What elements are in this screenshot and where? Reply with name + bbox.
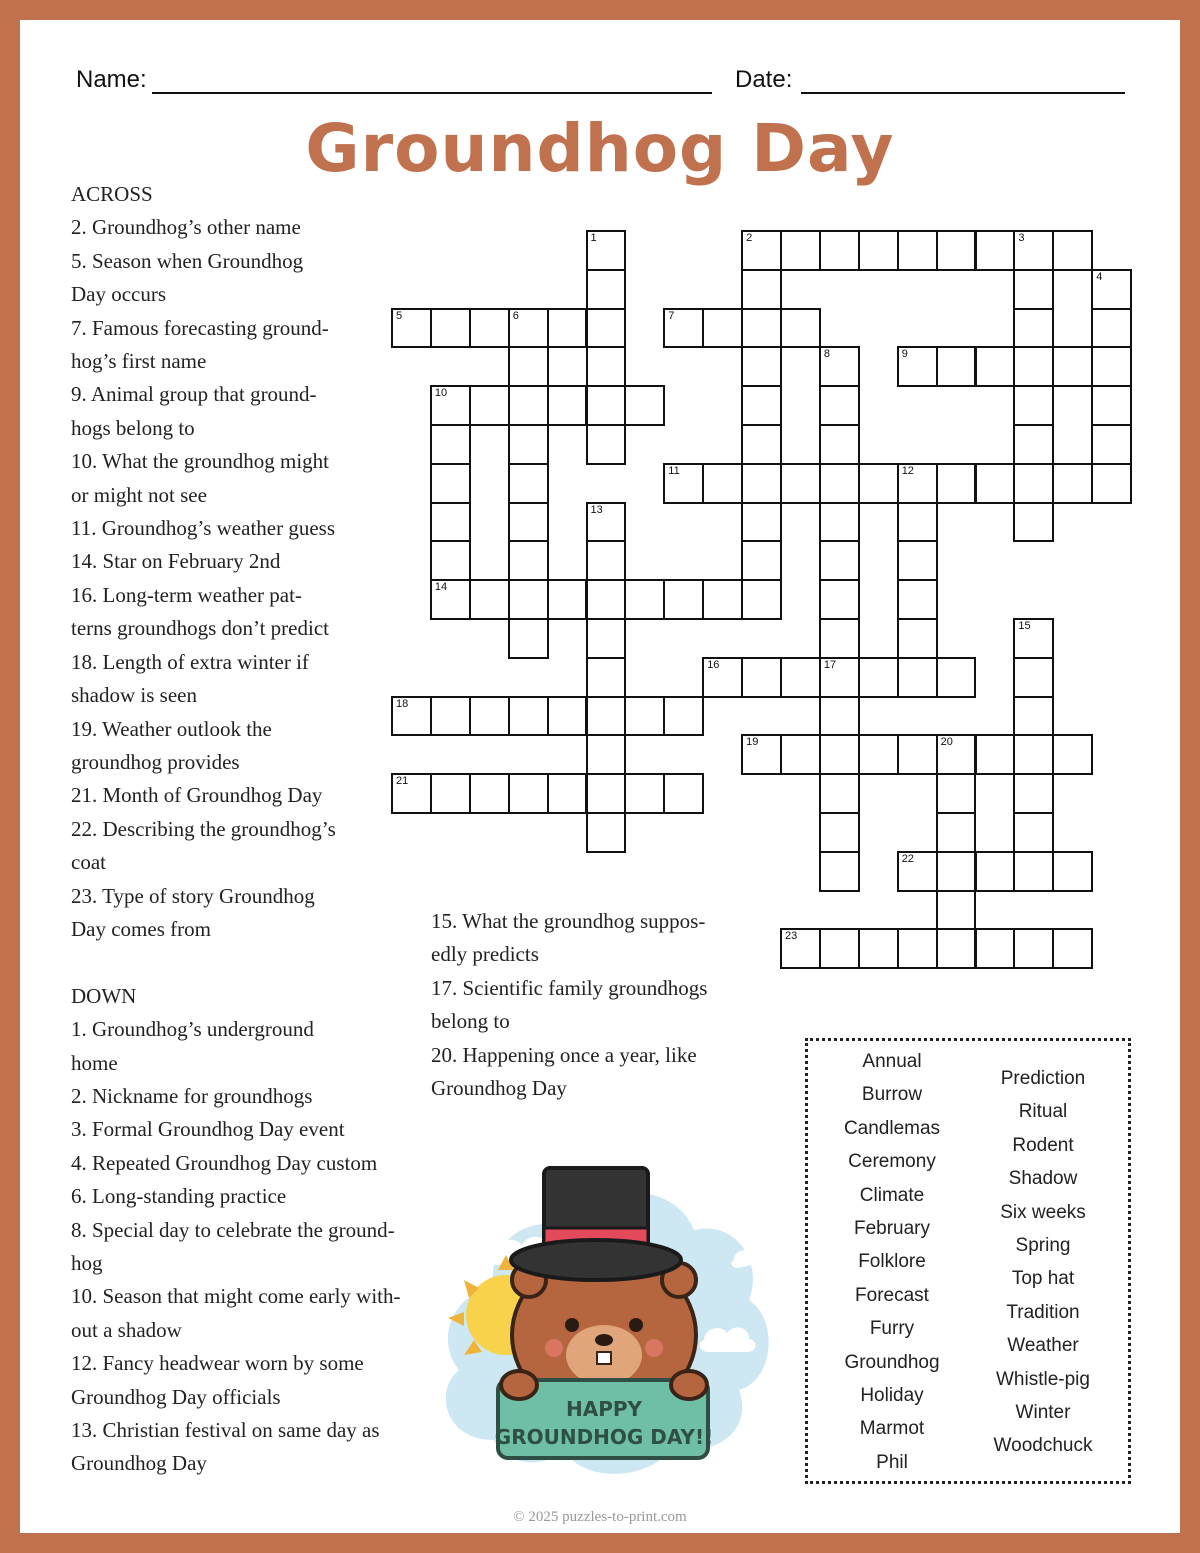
crossword-cell[interactable] — [936, 773, 977, 814]
crossword-cell[interactable] — [702, 579, 743, 620]
crossword-cell[interactable] — [975, 851, 1016, 892]
crossword-cell[interactable] — [741, 657, 782, 698]
crossword-cell[interactable] — [975, 928, 1016, 969]
crossword-cell[interactable] — [1013, 269, 1054, 310]
crossword-cell[interactable] — [702, 463, 743, 504]
cell-number: 8 — [823, 348, 831, 361]
clue-line: 4. Repeated Groundhog Day custom — [71, 1150, 378, 1175]
crossword-cell[interactable] — [1091, 385, 1132, 426]
crossword-cell[interactable] — [819, 696, 860, 737]
crossword-cell[interactable] — [741, 579, 782, 620]
clue-line: Groundhog Day — [431, 1076, 567, 1101]
word-bank-word: Tradition — [1006, 1301, 1080, 1323]
crossword-cell[interactable] — [741, 540, 782, 581]
crossword-cell[interactable] — [508, 696, 549, 737]
word-bank-word: Winter — [1015, 1402, 1071, 1424]
crossword-cell[interactable] — [741, 424, 782, 465]
crossword-cell[interactable] — [469, 308, 510, 349]
crossword-cell[interactable] — [1013, 696, 1054, 737]
crossword-cell[interactable] — [430, 696, 471, 737]
word-bank-word: Shadow — [1008, 1168, 1078, 1190]
clue-line: 12. Fancy headwear worn by some — [71, 1351, 364, 1376]
crossword-cell[interactable] — [663, 696, 704, 737]
down-heading: DOWN — [71, 983, 137, 1008]
crossword-cell[interactable] — [586, 812, 627, 853]
name-label: Name: — [76, 66, 147, 93]
crossword-cell[interactable] — [819, 385, 860, 426]
clue-line: 11. Groundhog’s weather guess — [71, 516, 336, 541]
clue-line: 10. What the groundhog might — [71, 449, 329, 474]
crossword-cell[interactable] — [624, 385, 665, 426]
clue-line: 2. Nickname for groundhogs — [71, 1083, 313, 1108]
crossword-cell[interactable] — [508, 463, 549, 504]
crossword-cell[interactable] — [780, 308, 821, 349]
down-clues — [71, 1013, 441, 1481]
crossword-cell[interactable] — [741, 734, 782, 775]
crossword-cell[interactable] — [897, 540, 938, 581]
crossword-cell[interactable] — [663, 463, 704, 504]
clue-line: Groundhog Day — [71, 1451, 207, 1476]
clue-line: belong to — [431, 1009, 510, 1034]
clue-line: 23. Type of story Groundhog — [71, 883, 315, 908]
crossword-cell[interactable] — [508, 346, 549, 387]
clue-line: Day comes from — [71, 916, 211, 941]
cell-number: 10 — [434, 387, 448, 400]
crossword-cell[interactable] — [897, 230, 938, 271]
word-bank-word: Rodent — [1012, 1134, 1074, 1156]
clue-line: 13. Christian festival on same day as — [71, 1418, 380, 1443]
crossword-cell[interactable] — [858, 657, 899, 698]
crossword-cell[interactable] — [780, 657, 821, 698]
down-clues-continued — [431, 905, 771, 1105]
word-bank-word: Woodchuck — [993, 1435, 1093, 1457]
crossword-cell[interactable] — [819, 618, 860, 659]
crossword-cell[interactable] — [391, 773, 432, 814]
crossword-cell[interactable] — [741, 463, 782, 504]
crossword-cell[interactable] — [819, 579, 860, 620]
cell-number: 1 — [590, 232, 597, 244]
cell-number: 13 — [590, 503, 603, 516]
cell-number: 22 — [901, 852, 914, 865]
cell-number: 14 — [434, 581, 448, 594]
word-bank-word: Six weeks — [1000, 1201, 1086, 1223]
cell-number: 2 — [746, 232, 753, 244]
crossword-cell[interactable] — [586, 269, 627, 310]
word-bank-word: February — [853, 1218, 931, 1240]
word-bank-word: Spring — [1015, 1235, 1071, 1257]
clue-line: terns groundhogs don’t predict — [71, 616, 329, 641]
crossword-cell[interactable] — [430, 502, 471, 543]
crossword-cell[interactable] — [936, 890, 977, 931]
crossword-cell[interactable] — [936, 734, 977, 775]
word-bank-word: Weather — [1007, 1335, 1079, 1357]
crossword-cell[interactable] — [1013, 230, 1054, 271]
crossword-cell[interactable] — [586, 424, 627, 465]
clue-line: out a shadow — [71, 1317, 182, 1342]
crossword-cell[interactable] — [430, 385, 471, 426]
crossword-cell[interactable] — [508, 502, 549, 543]
word-bank-word: Marmot — [859, 1418, 925, 1440]
clue-line: 17. Scientific family groundhogs — [431, 975, 708, 1000]
crossword-cell[interactable] — [547, 696, 588, 737]
word-bank-word: Top hat — [1011, 1268, 1075, 1290]
word-bank-word: Furry — [869, 1318, 915, 1340]
clue-line: 9. Animal group that ground- — [71, 382, 317, 407]
crossword-cell[interactable] — [508, 618, 549, 659]
crossword-cell[interactable] — [897, 346, 938, 387]
clue-line: 14. Star on February 2nd — [71, 549, 281, 574]
cell-number: 3 — [1018, 232, 1025, 244]
name-line[interactable] — [152, 92, 712, 94]
crossword-cell[interactable] — [586, 579, 627, 620]
crossword-cell[interactable] — [1013, 812, 1054, 853]
word-bank-word: Burrow — [861, 1084, 923, 1106]
sign-line-1: HAPPY — [565, 1397, 643, 1421]
date-line[interactable] — [801, 92, 1125, 94]
word-bank-word: Folklore — [858, 1251, 926, 1273]
clue-line: 8. Special day to celebrate the ground- — [71, 1217, 395, 1242]
word-bank-word: Ceremony — [848, 1151, 936, 1173]
crossword-cell[interactable] — [547, 579, 588, 620]
crossword-cell[interactable] — [1013, 463, 1054, 504]
crossword-cell[interactable] — [741, 269, 782, 310]
crossword-cell[interactable] — [780, 928, 821, 969]
crossword-cell[interactable] — [1013, 308, 1054, 349]
crossword-cell[interactable] — [469, 696, 510, 737]
crossword-cell[interactable] — [586, 734, 627, 775]
crossword-cell[interactable] — [702, 657, 743, 698]
clue-line: edly predicts — [431, 942, 539, 967]
crossword-cell[interactable] — [819, 424, 860, 465]
crossword-cell[interactable] — [858, 463, 899, 504]
clue-line: 1. Groundhog’s underground — [71, 1017, 314, 1042]
crossword-cell[interactable] — [663, 773, 704, 814]
clue-line: 22. Describing the groundhog’s — [71, 816, 336, 841]
crossword-cell[interactable] — [741, 385, 782, 426]
date-label: Date: — [735, 66, 793, 93]
crossword-cell[interactable] — [1013, 734, 1054, 775]
crossword-cell[interactable] — [897, 928, 938, 969]
cell-number: 15 — [1018, 620, 1031, 632]
crossword-cell[interactable] — [586, 385, 627, 426]
crossword-cell[interactable] — [391, 308, 432, 349]
crossword-cell[interactable] — [624, 696, 665, 737]
crossword-cell[interactable] — [586, 230, 627, 271]
word-bank-word: Groundhog — [844, 1351, 940, 1373]
crossword-cell[interactable] — [1013, 346, 1054, 387]
crossword-cell[interactable] — [1091, 463, 1132, 504]
cell-number: 23 — [785, 930, 798, 943]
clue-line: hogs belong to — [71, 415, 195, 440]
crossword-cell[interactable] — [391, 696, 432, 737]
crossword-cell[interactable] — [430, 540, 471, 581]
crossword-cell[interactable] — [1013, 618, 1054, 659]
crossword-cell[interactable] — [897, 579, 938, 620]
crossword-cell[interactable] — [663, 579, 704, 620]
across-clues — [71, 211, 441, 946]
crossword-cell[interactable] — [1013, 773, 1054, 814]
clue-line: 19. Weather outlook the — [71, 716, 272, 741]
cell-number: 4 — [1096, 270, 1103, 283]
word-bank-word: Candlemas — [843, 1117, 941, 1139]
copyright: © 2025 puzzles-to-print.com — [513, 1509, 687, 1525]
word-bank-word: Holiday — [860, 1385, 924, 1407]
crossword-cell[interactable] — [586, 618, 627, 659]
clue-line: or might not see — [71, 482, 207, 507]
crossword-cell[interactable] — [741, 502, 782, 543]
crossword-cell[interactable] — [1091, 269, 1132, 310]
crossword-cell[interactable] — [586, 502, 627, 543]
clue-line: 18. Length of extra winter if — [71, 649, 309, 674]
crossword-cell[interactable] — [1091, 346, 1132, 387]
clue-line: groundhog provides — [71, 749, 240, 774]
greeting-sign — [495, 1371, 713, 1458]
word-bank-word: Ritual — [1018, 1101, 1068, 1123]
crossword-cell[interactable] — [1091, 424, 1132, 465]
crossword-cell[interactable] — [430, 579, 471, 620]
groundhog-illustration — [434, 1140, 774, 1490]
cell-number: 17 — [823, 658, 837, 671]
crossword-cell[interactable] — [975, 463, 1016, 504]
clue-line: Day occurs — [71, 282, 167, 307]
clue-line: 10. Season that might come early with- — [71, 1284, 401, 1309]
crossword-cell[interactable] — [819, 346, 860, 387]
crossword-cell[interactable] — [1013, 385, 1054, 426]
clue-line: 5. Season when Groundhog — [71, 248, 304, 273]
crossword-cell[interactable] — [586, 657, 627, 698]
crossword-cell[interactable] — [819, 230, 860, 271]
word-bank-word: Climate — [859, 1184, 925, 1206]
cell-number: 9 — [901, 348, 908, 361]
clue-list — [71, 178, 441, 1481]
word-bank-word: Whistle-pig — [996, 1368, 1090, 1390]
crossword-cell[interactable] — [819, 657, 860, 698]
cell-number: 6 — [512, 309, 519, 322]
crossword-cell[interactable] — [547, 773, 588, 814]
word-bank-word: Phil — [876, 1451, 908, 1473]
crossword-cell[interactable] — [858, 734, 899, 775]
cell-number: 11 — [668, 464, 680, 477]
cell-number: 7 — [668, 309, 675, 322]
crossword-cell[interactable] — [897, 463, 938, 504]
crossword-cell[interactable] — [508, 540, 549, 581]
crossword-cell[interactable] — [624, 773, 665, 814]
crossword-cell[interactable] — [936, 928, 977, 969]
crossword-cell[interactable] — [1013, 502, 1054, 543]
crossword-cell[interactable] — [819, 463, 860, 504]
crossword-cell[interactable] — [780, 463, 821, 504]
crossword-cell[interactable] — [1091, 308, 1132, 349]
cell-number: 20 — [940, 736, 953, 749]
crossword-cell[interactable] — [508, 385, 549, 426]
crossword-cell[interactable] — [819, 540, 860, 581]
crossword-cell[interactable] — [508, 424, 549, 465]
crossword-cell[interactable] — [975, 734, 1016, 775]
crossword-cell[interactable] — [819, 734, 860, 775]
word-bank-word: Annual — [862, 1051, 922, 1072]
clue-line: 21. Month of Groundhog Day — [71, 783, 323, 808]
clue-line: hog — [71, 1250, 103, 1275]
crossword-cell[interactable] — [975, 230, 1016, 271]
crossword-cell[interactable] — [430, 424, 471, 465]
crossword-cell[interactable] — [819, 502, 860, 543]
clue-line: 6. Long-standing practice — [71, 1184, 287, 1209]
crossword-cell[interactable] — [819, 773, 860, 814]
crossword-cell[interactable] — [1052, 928, 1093, 969]
crossword-cell[interactable] — [936, 851, 977, 892]
crossword-cell[interactable] — [702, 308, 743, 349]
crossword-cell[interactable] — [508, 579, 549, 620]
crossword-cell[interactable] — [469, 773, 510, 814]
crossword-cell[interactable] — [780, 734, 821, 775]
clue-line: shadow is seen — [71, 683, 197, 708]
crossword-cell[interactable] — [936, 812, 977, 853]
cell-number: 21 — [396, 775, 409, 788]
crossword-cell[interactable] — [936, 463, 977, 504]
crossword-cell[interactable] — [547, 385, 588, 426]
crossword-cell[interactable] — [508, 773, 549, 814]
crossword-cell[interactable] — [586, 773, 627, 814]
crossword-cell[interactable] — [975, 346, 1016, 387]
crossword-cell[interactable] — [586, 696, 627, 737]
crossword-cell[interactable] — [897, 618, 938, 659]
word-bank-left-column — [817, 1045, 967, 1479]
crossword-cell[interactable] — [430, 308, 471, 349]
crossword-cell[interactable] — [663, 308, 704, 349]
crossword-cell[interactable] — [936, 346, 977, 387]
crossword-cell[interactable] — [780, 230, 821, 271]
cell-number: 5 — [396, 309, 403, 322]
page-title: Groundhog Day — [305, 110, 895, 187]
crossword-cell[interactable] — [1013, 657, 1054, 698]
word-bank-right-column — [968, 1062, 1118, 1463]
crossword-cell[interactable] — [741, 346, 782, 387]
crossword-cell[interactable] — [1013, 851, 1054, 892]
crossword-cell[interactable] — [819, 928, 860, 969]
crossword-cell[interactable] — [936, 230, 977, 271]
crossword-cell[interactable] — [858, 230, 899, 271]
clue-line: home — [71, 1050, 118, 1075]
crossword-cell[interactable] — [897, 657, 938, 698]
cell-number: 19 — [746, 736, 759, 749]
sign-line-2: GROUNDHOG DAY!! — [494, 1425, 714, 1449]
clue-line: 15. What the groundhog suppos- — [431, 909, 706, 933]
crossword-cell[interactable] — [1013, 928, 1054, 969]
clue-line: 20. Happening once a year, like — [431, 1042, 697, 1067]
clue-line: hog’s first name — [71, 349, 207, 374]
crossword-cell[interactable] — [741, 230, 782, 271]
crossword-cell[interactable] — [819, 812, 860, 853]
crossword-cell[interactable] — [1052, 230, 1093, 271]
crossword-cell[interactable] — [586, 540, 627, 581]
crossword-cell[interactable] — [897, 851, 938, 892]
clue-line: coat — [71, 850, 106, 875]
clue-line: 16. Long-term weather pat- — [71, 582, 302, 607]
crossword-cell[interactable] — [469, 579, 510, 620]
cell-number: 18 — [396, 697, 409, 710]
clue-line: 7. Famous forecasting ground- — [71, 315, 329, 340]
clue-line: 3. Formal Groundhog Day event — [71, 1117, 345, 1142]
crossword-cell[interactable] — [1052, 734, 1093, 775]
crossword-cell[interactable] — [430, 463, 471, 504]
crossword-cell[interactable] — [508, 308, 549, 349]
crossword-cell[interactable] — [936, 657, 977, 698]
cell-number: 12 — [901, 464, 914, 477]
crossword-cell[interactable] — [469, 385, 510, 426]
crossword-cell[interactable] — [1052, 851, 1093, 892]
crossword-cell[interactable] — [1013, 424, 1054, 465]
crossword-cell[interactable] — [819, 851, 860, 892]
clue-line: 2. Groundhog’s other name — [71, 215, 301, 240]
crossword-cell[interactable] — [586, 308, 627, 349]
crossword-cell[interactable] — [1052, 346, 1093, 387]
crossword-cell[interactable] — [897, 734, 938, 775]
word-bank-word: Prediction — [1000, 1068, 1086, 1089]
crossword-cell[interactable] — [741, 308, 782, 349]
crossword-cell[interactable] — [858, 928, 899, 969]
clue-line: Groundhog Day officials — [71, 1384, 281, 1409]
crossword-cell[interactable] — [897, 502, 938, 543]
across-heading: ACROSS — [71, 182, 153, 206]
crossword-cell[interactable] — [430, 773, 471, 814]
word-bank-word: Forecast — [855, 1284, 929, 1306]
cell-number: 16 — [707, 658, 720, 671]
crossword-cell[interactable] — [624, 579, 665, 620]
crossword-cell[interactable] — [586, 346, 627, 387]
crossword-cell[interactable] — [547, 308, 588, 349]
crossword-cell[interactable] — [1052, 463, 1093, 504]
